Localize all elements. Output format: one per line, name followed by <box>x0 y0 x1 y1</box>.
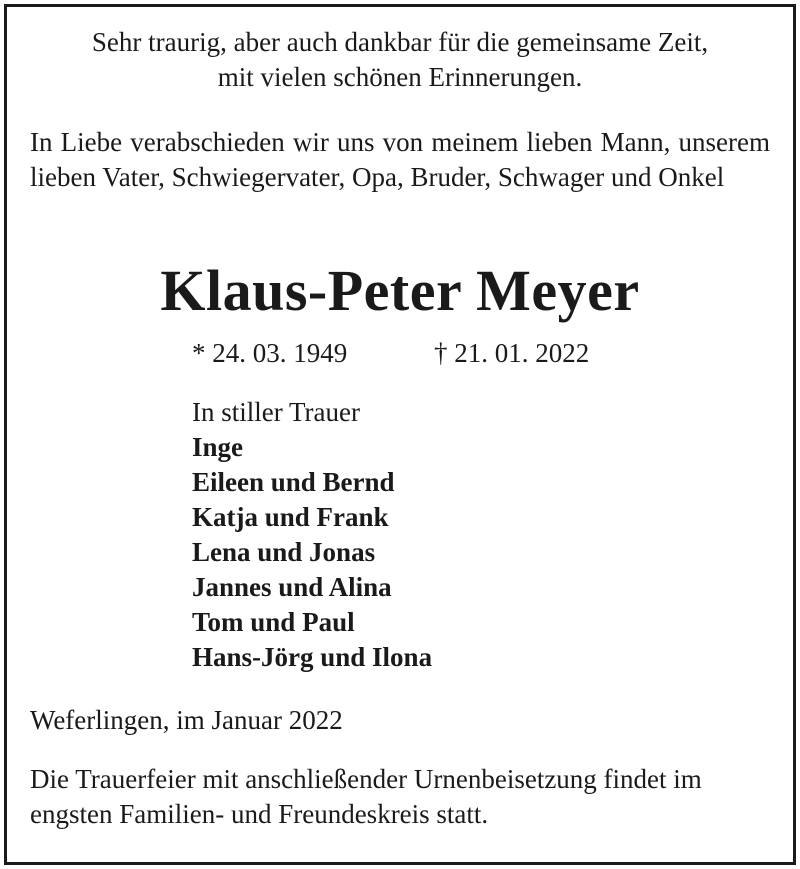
farewell-text: In Liebe verabschieden wir uns von meinem lieben Mann, unserem lieben Vater, Schwiegervater, Opa, Bruder, Schwager und Onkel <box>30 127 770 192</box>
intro-line-1: Sehr traurig, aber auch dankbar für die gemeinsame Zeit, <box>91 27 709 57</box>
deceased-name: Klaus-Peter Meyer <box>160 258 640 323</box>
death-date: † 21. 01. 2022 <box>434 338 590 368</box>
mourner-name: Eileen und Bernd <box>192 467 395 497</box>
mourners-heading: In stiller Trauer <box>192 397 360 427</box>
place-date: Weferlingen, im Januar 2022 <box>30 705 343 735</box>
mourner-name: Hans-Jörg und Ilona <box>192 642 433 672</box>
mourner-name: Katja und Frank <box>192 502 389 532</box>
mourner-name: Lena und Jonas <box>192 537 376 567</box>
mourner-name: Jannes und Alina <box>192 572 392 602</box>
intro-line-2: mit vielen schönen Erinnerungen. <box>217 62 583 92</box>
funeral-notice: Die Trauerfeier mit anschließender Urnenbeisetzung findet im engsten Familien- und Freundeskreis statt. <box>30 764 702 829</box>
intro-text <box>30 25 770 95</box>
mourner-name: Tom und Paul <box>192 607 355 637</box>
mourners-list <box>192 395 432 675</box>
birth-date: * 24. 03. 1949 <box>192 338 348 368</box>
mourner-name: Inge <box>192 432 244 462</box>
